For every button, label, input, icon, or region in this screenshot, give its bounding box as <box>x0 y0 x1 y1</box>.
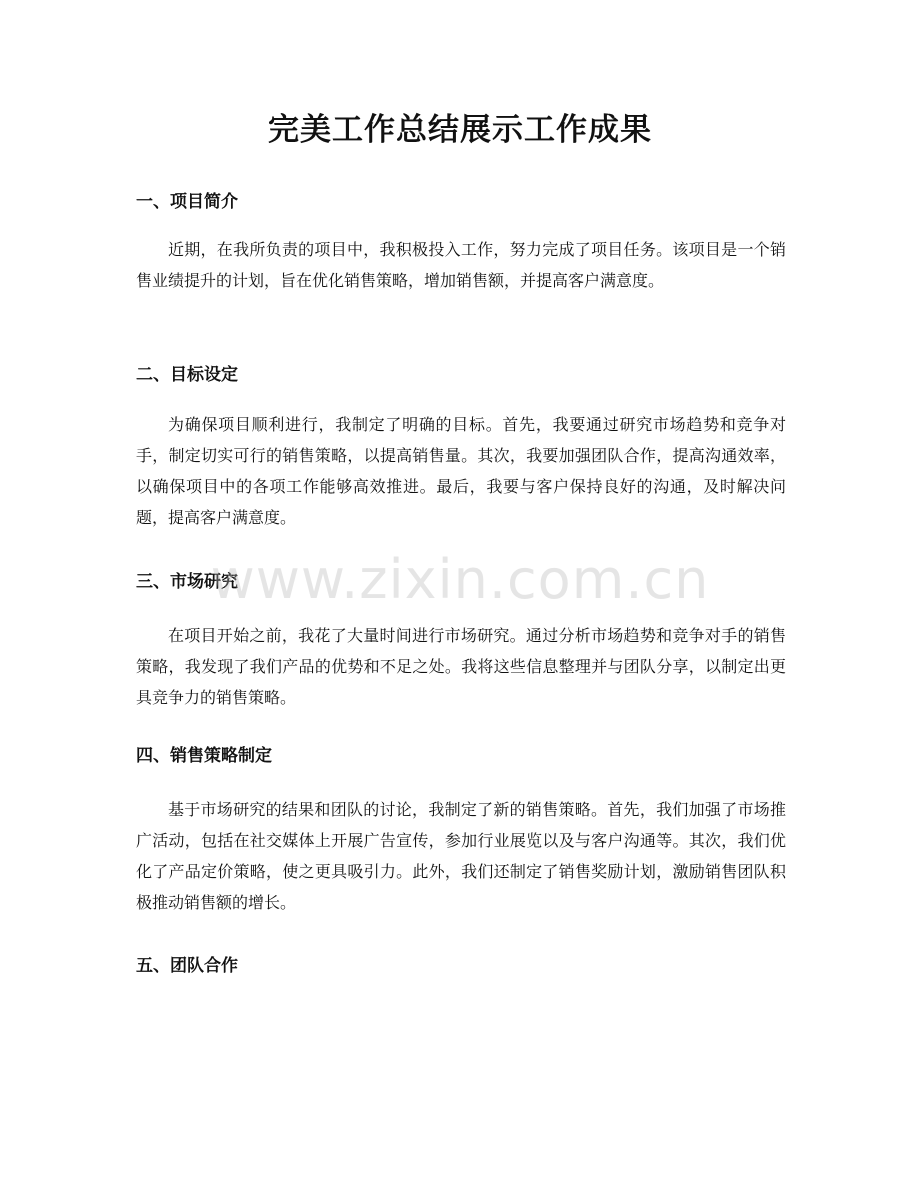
section-paragraph-sales-strategy: 基于市场研究的结果和团队的讨论，我制定了新的销售策略。首先，我们加强了市场推广活动，包括在社交媒体上开展广告宣传，参加行业展览以及与客户沟通等。其次，我们优化了产品定价策略，使之更具吸引力。此外，我们还制定了销售奖励计划，激励销售团队积极推动销售额的增长。 <box>136 800 786 912</box>
section-paragraph-intro: 近期，在我所负责的项目中，我积极投入工作，努力完成了项目任务。该项目是一个销售业绩提升的计划，旨在优化销售策略，增加销售额，并提高客户满意度。 <box>136 240 786 290</box>
section-heading-goals: 二、目标设定 <box>136 365 238 385</box>
section-heading-teamwork: 五、团队合作 <box>136 956 238 976</box>
section-heading-market-research: 三、市场研究 <box>136 572 238 592</box>
section-paragraph-goals: 为确保项目顺利进行，我制定了明确的目标。首先，我要通过研究市场趋势和竞争对手，制定切实可行的销售策略，以提高销售量。其次，我要加强团队合作，提高沟通效率，以确保项目中的各项工作能够高效推进。最后，我要与客户保持良好的沟通，及时解决问题，提高客户满意度。 <box>136 415 786 527</box>
document-title: 完美工作总结展示工作成果 <box>268 112 652 148</box>
section-heading-intro: 一、项目简介 <box>136 192 238 212</box>
watermark: www.zixin.com.cn <box>210 548 710 611</box>
section-heading-sales-strategy: 四、销售策略制定 <box>136 746 272 766</box>
section-paragraph-market-research: 在项目开始之前，我花了大量时间进行市场研究。通过分析市场趋势和竞争对手的销售策略，我发现了我们产品的优势和不足之处。我将这些信息整理并与团队分享，以制定出更具竞争力的销售策略。 <box>136 626 786 707</box>
